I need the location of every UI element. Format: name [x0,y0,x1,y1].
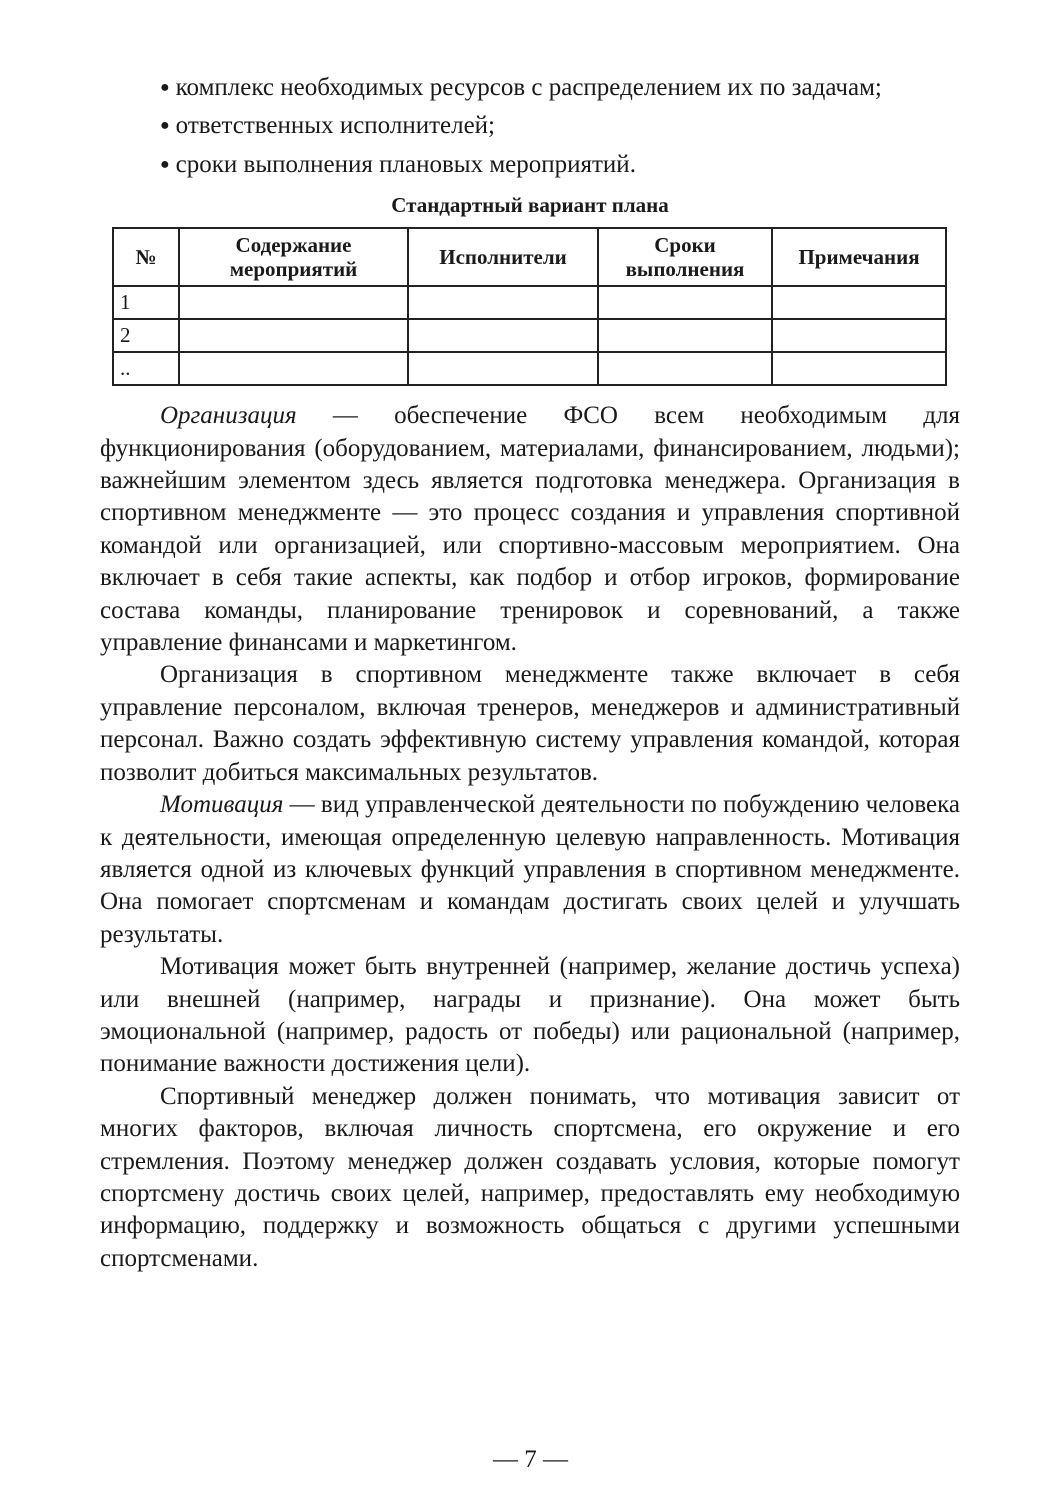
table-row [113,319,946,352]
column-header-terms: Сроки выполнения [598,228,772,286]
paragraph-text: — вид управленческой деятельности по побуждению человека к деятельности, имеющая определенную целевую направленность. Мотивация является одной из ключевых функций управления в спортивном менеджменте. Она помогает спортсменам и командам достигать своих целей и улучшать результаты. [100,791,960,948]
bullet-list [100,72,960,181]
paragraph-text: Мотивация может быть внутренней (например, желание достичь успеха) или внешней (например, награды и признание). Она может быть эмоциональной (например, радость от победы) или рациональной (например, понимание важности достижения цели). [100,953,960,1078]
page-number: — 7 — [493,1446,568,1473]
paragraph-motivation-types [100,951,960,1081]
table-cell [772,352,946,385]
bullet-text: ответственных исполнителей; [175,112,496,140]
table-caption: Стандартный вариант плана [391,193,669,218]
column-header-content: Содержание мероприятий [179,228,408,286]
table-cell [179,319,408,352]
table-cell [598,352,772,385]
table-cell [598,319,772,352]
bullet-item [100,110,960,142]
column-header-executors: Исполнители [408,228,598,286]
table-row [113,286,946,319]
plan-table [112,227,947,386]
page-body [100,72,960,1275]
bullet-dot-icon: ● [160,79,170,96]
table-cell [772,319,946,352]
table-gap [100,386,960,400]
bullet-dot-icon: ● [160,155,170,173]
bullet-item [100,149,960,181]
column-header-notes: Примечания [772,228,946,286]
column-header-number: № [113,228,179,286]
term-organization: Организация [160,402,297,430]
table-cell [179,352,408,385]
table-cell: .. [113,352,179,385]
paragraph-text: Спортивный менеджер должен понимать, что мотивация зависит от многих факторов, включая личность спортсмена, его окружение и его стремления. Поэтому менеджер должен создавать условия, которые помогут спортсмену достичь своих целей, например, предоставлять ему необходимую информацию, поддержку и возможность общаться с другими успешными спортсменами. [100,1082,960,1272]
paragraph-organization-staff [100,659,960,789]
bullet-text: комплекс необходимых ресурсов с распределением их по задачам; [175,74,882,101]
bullet-item [100,72,960,104]
term-motivation: Мотивация [160,791,284,819]
table-cell: 1 [113,286,179,319]
table-cell [772,286,946,319]
table-cell [408,352,598,385]
bullet-text: сроки выполнения плановых мероприятий. [175,150,636,178]
table-row [113,352,946,385]
paragraph-text: Организация в спортивном менеджменте также включает в себя управление персоналом, включая тренеров, менеджеров и административный персонал. Важно создать эффективную систему управления командой, которая позволит добиться максимальных результатов. [100,661,960,786]
table-cell [598,286,772,319]
table-cell [408,319,598,352]
paragraph-text: — обеспечение ФСО всем необходимым для функционирования (оборудованием, материалами, финансированием, людьми); важнейшим элементом здесь является подготовка менеджера. Организация в спортивном менеджменте — это процесс создания и управления спортивной командой или организацией, или спортивно-массовым мероприятием. Она включает в себя такие аспекты, как подбор и отбор игроков, формирование состава команды, планирование тренировок и соревнований, а также управление финансами и маркетингом. [100,402,960,657]
paragraph-manager-role [100,1081,960,1275]
table-cell [408,286,598,319]
bullet-dot-icon: ● [160,117,170,135]
paragraph-motivation [100,789,960,951]
table-cell [179,286,408,319]
table-header-row [113,228,946,286]
paragraph-organization [100,400,960,659]
table-cell: 2 [113,319,179,352]
